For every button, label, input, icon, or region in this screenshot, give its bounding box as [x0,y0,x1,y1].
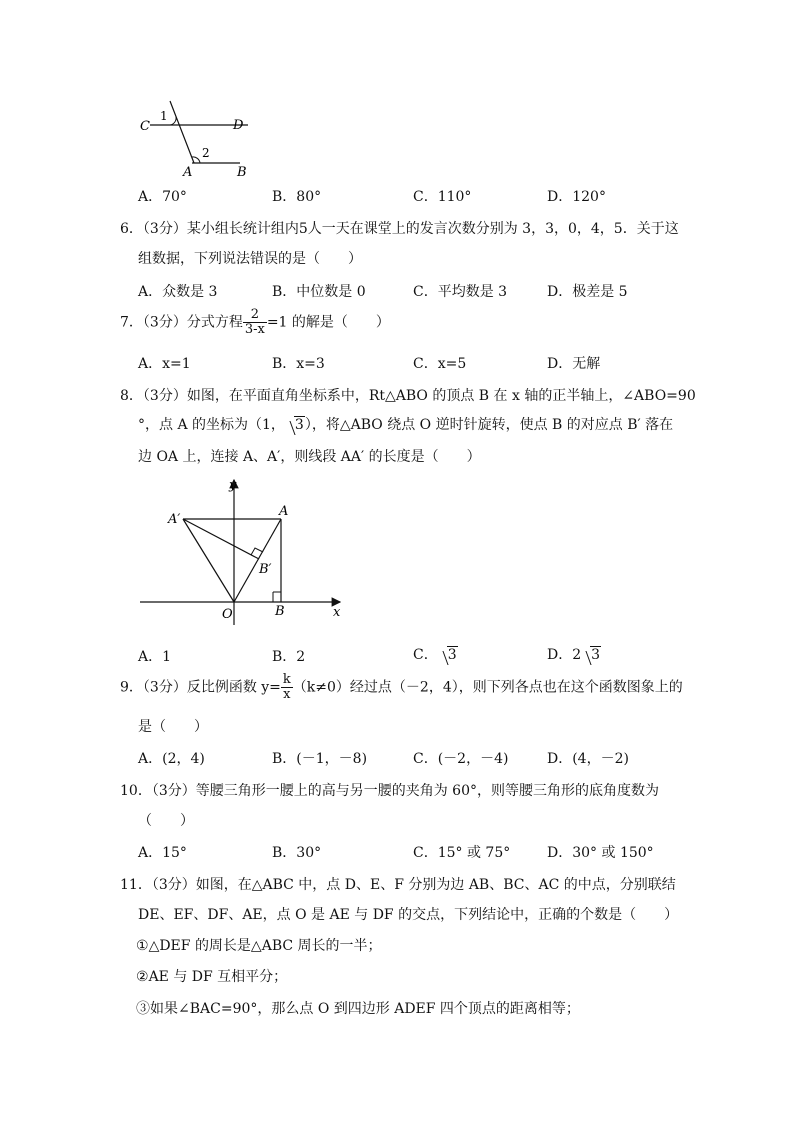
q7-stem [120,308,390,337]
q8-stem-line1: 8．（3分）如图，在平面直角坐标系中，Rt△ABO 的顶点 B 在 x 轴的正半轴上，∠ABO=90 [120,388,696,404]
q11-stem-line1: 11．（3分）如图，在△ABC 中，点 D、E、F 分别为边 AB、BC、AC 的中点，分别联结 [120,877,676,893]
origin-O-label: O [222,607,233,622]
label-B: B [237,165,247,180]
q9-suffix: （k≠0）经过点（－2，4），则下列各点也在这个函数图象上的 [292,679,683,696]
q9-denominator: x [283,687,291,702]
q5-option-b: B．80° [272,189,322,205]
q7-option-a: A．x=1 [138,356,191,372]
q6-option-d: D．极差是 5 [547,284,628,300]
q7-option-d: D．无解 [547,356,601,372]
q9-prefix: 9．（3分）反比例函数 y= [120,679,281,696]
q7-fraction [243,308,267,337]
point-A-label: A [279,504,289,519]
axis-x-label: x [333,605,341,620]
q7-numerator: 2 [243,308,267,323]
q6-stem-line2: 组数据，下列说法错误的是（ ） [138,251,362,267]
label-D: D [233,118,244,133]
q9-option-b: B．(－1，－8) [272,751,368,767]
q7-option-c: C．x=5 [413,356,467,372]
q8-option-d-sqrt: 3 [581,647,601,663]
q7-denominator: 3-x [244,322,265,337]
point-B-prime-label: B′ [259,562,272,577]
q8-option-b: B．2 [272,649,306,665]
q11-s3-marker: ③ [136,1001,150,1017]
q9-stem-line2: 是（ ） [138,719,208,735]
point-B-label: B [275,604,285,619]
q10-option-a: A．15° [138,845,187,861]
q9-option-c: C．(－2，－4) [413,751,509,767]
q9-stem-line1 [120,673,683,702]
q10-option-c: C．15° 或 75° [413,845,511,861]
point-A-prime-label: A′ [168,512,181,527]
q5-option-d: D．120° [547,189,606,205]
label-C: C [140,119,150,134]
q8-option-d: D．2 3 [547,647,601,663]
q9-option-a: A．(2，4) [138,751,205,767]
angle-2-label: 2 [202,146,210,160]
q8-line2-a: °，点 A 的坐标为（1， [138,417,285,433]
q8-sqrt-3: 3 [285,417,305,433]
q10-option-d: D．30° 或 150° [547,845,654,861]
q8-line2-b: ），将△ABO 绕点 O 逆时针旋转，使点 B 的对应点 B′ 落在 [304,417,674,433]
q9-numerator: k [282,672,291,687]
q8-stem-line3: 边 OA 上，连接 A、A′，则线段 AA′ 的长度是（ ） [138,449,481,465]
q8-stem-line2 [138,414,673,434]
q6-stem-line1: 6．（3分）某小组长统计组内5人一天在课堂上的发言次数分别为 3，3，0，4，5．关于这 [120,221,679,237]
axis-y-label: y [229,478,237,493]
q11-statement-3: ③如果∠BAC=90°，那么点 O 到四边形 ADEF 四个顶点的距离相等； [136,1001,580,1017]
q5-figure [130,95,270,185]
q10-stem-line1: 10．（3分）等腰三角形一腰上的高与另一腰的夹角为 60°，则等腰三角形的底角度数为 [120,783,659,799]
q7-prefix: 7．（3分）分式方程 [120,314,243,331]
q7-option-b: B．x=3 [272,356,325,372]
q11-statement-1: ①△DEF 的周长是△ABC 周长的一半； [136,938,382,954]
q6-option-b: B．中位数是 0 [272,284,366,300]
q11-s1-marker: ① [136,938,149,954]
q8-figure [135,475,355,630]
q6-option-c: C．平均数是 3 [413,284,508,300]
q11-statement-2: ②AE 与 DF 互相平分； [136,969,288,985]
q10-stem-line2: （ ） [138,813,194,829]
q9-option-d: D．(4，－2) [547,751,629,767]
angle-1-label: 1 [160,109,168,123]
q5-option-c: C．110° [413,189,472,205]
q6-option-a: A．众数是 3 [138,284,218,300]
q8-option-a: A．1 [138,649,172,665]
q5-option-a: A．70° [138,189,187,205]
q11-stem-line2: DE、EF、DF、AE，点 O 是 AE 与 DF 的交点，下列结论中，正确的个数是（ ） [138,907,679,923]
q8-option-c-sqrt: 3 [438,647,458,663]
q7-suffix: =1 的解是（ ） [266,314,390,331]
q11-s2-marker: ② [136,969,149,985]
q9-fraction [281,673,293,702]
q8-option-c: C． 3 [413,647,457,663]
q10-option-b: B．30° [272,845,322,861]
label-A: A [183,165,193,180]
